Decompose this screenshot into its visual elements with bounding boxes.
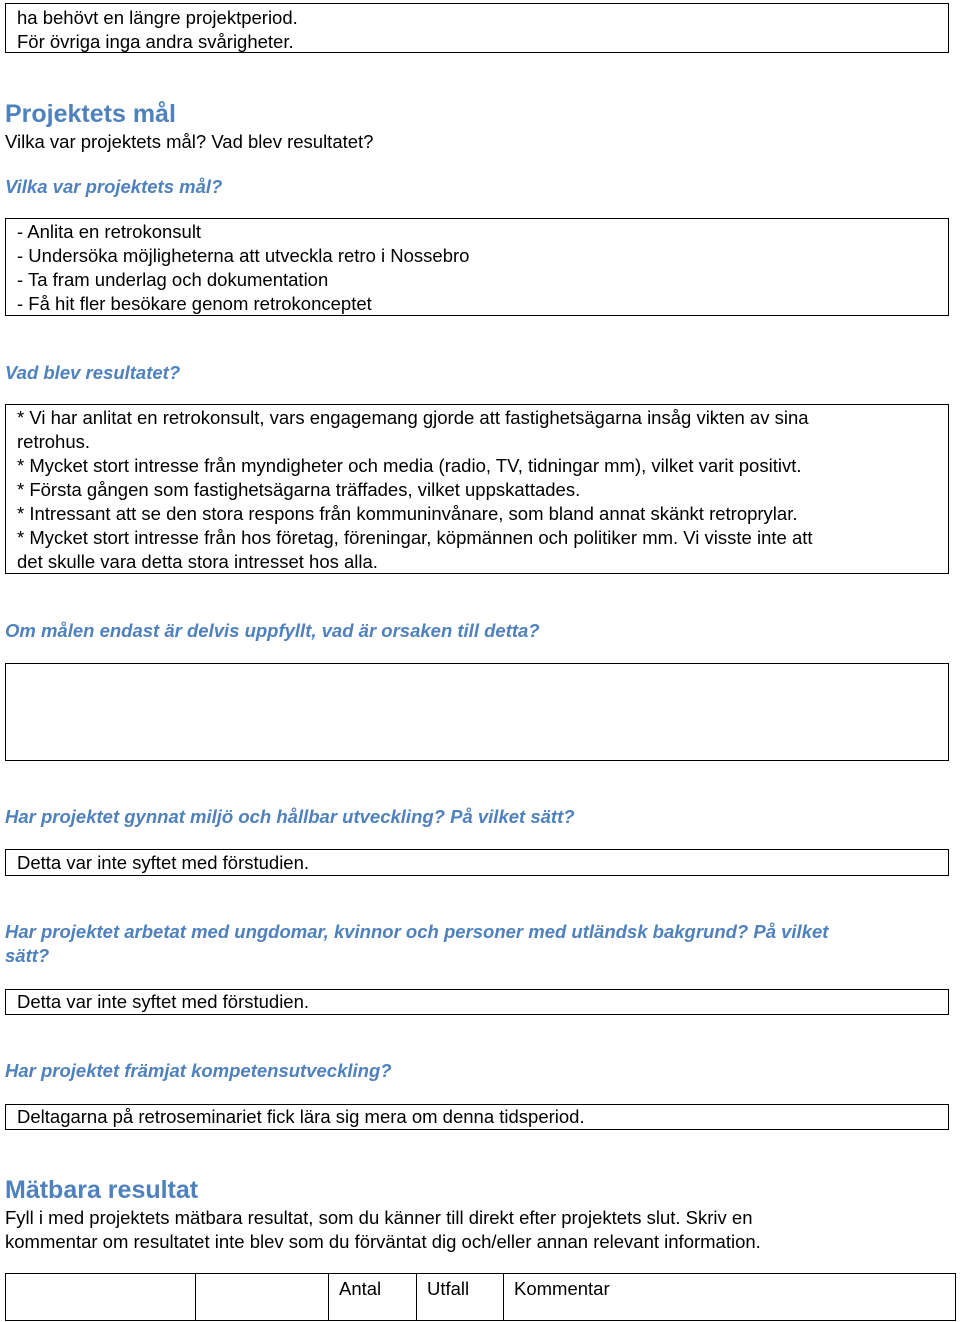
result-line: * Mycket stort intresse från hos företag, föreningar, köpmännen och politiker mm. Vi visste inte att (17, 527, 813, 548)
previous-answer-line: ha behövt en längre projektperiod. (17, 7, 298, 28)
competence-answer-box (5, 1104, 949, 1130)
table-column-divider (416, 1274, 417, 1320)
goal-item: - Ta fram underlag och dokumentation (17, 269, 329, 290)
environment-answer-box (5, 849, 949, 876)
partial-goals-answer-box[interactable] (5, 663, 949, 761)
environment-question: Har projektet gynnat miljö och hållbar utveckling? På vilket sätt? (5, 806, 575, 827)
previous-answer-text (17, 6, 298, 54)
table-header-utfall: Utfall (427, 1278, 470, 1299)
diversity-question-line: Har projektet arbetat med ungdomar, kvinnor och personer med utländsk bakgrund? På vilket (5, 921, 829, 942)
result-line: * Mycket stort intresse från myndigheter och media (radio, TV, tidningar mm), vilket varit positivt. (17, 455, 802, 476)
diversity-answer-box (5, 989, 949, 1015)
table-header-kommentar: Kommentar (514, 1278, 610, 1299)
measurable-results-intro-line: Fyll i med projektets mätbara resultat, som du känner till direkt efter projektets slut. Skriv en (5, 1207, 753, 1228)
diversity-question-line: sätt? (5, 945, 50, 966)
table-column-divider (503, 1274, 504, 1320)
result-line: retrohus. (17, 431, 91, 452)
measurable-results-intro-line: kommentar om resultatet inte blev som du förväntat dig och/eller annan relevant information. (5, 1231, 761, 1252)
goal-item: - Få hit fler besökare genom retrokonceptet (17, 293, 372, 314)
table-column-divider (328, 1274, 329, 1320)
competence-answer: Deltagarna på retroseminariet fick lära sig mera om denna tidsperiod. (17, 1106, 585, 1127)
result-answer-box (5, 404, 949, 574)
goals-list (17, 220, 469, 316)
goals-answer-box (5, 218, 949, 316)
result-line: * Första gången som fastighetsägarna träffades, vilket uppskattades. (17, 479, 581, 500)
environment-answer: Detta var inte syftet med förstudien. (17, 852, 310, 873)
partial-goals-question: Om målen endast är delvis uppfyllt, vad är orsaken till detta? (5, 620, 540, 641)
competence-question: Har projektet främjat kompetensutveckling? (5, 1060, 392, 1081)
result-line: * Vi har anlitat en retrokonsult, vars engagemang gjorde att fastighetsägarna insåg vikten av sina (17, 407, 809, 428)
result-question: Vad blev resultatet? (5, 362, 181, 383)
result-line: det skulle vara detta stora intresset hos alla. (17, 551, 378, 572)
measurable-results-table (5, 1273, 956, 1321)
goals-heading: Projektets mål (5, 100, 176, 128)
goal-item: - Undersöka möjligheterna att utveckla retro i Nossebro (17, 245, 470, 266)
result-line: * Intressant att se den stora respons från kommuninvånare, som bland annat skänkt retroprylar. (17, 503, 798, 524)
previous-answer-box (5, 3, 949, 53)
goals-question: Vilka var projektets mål? (5, 176, 223, 197)
goal-item: - Anlita en retrokonsult (17, 221, 202, 242)
diversity-answer: Detta var inte syftet med förstudien. (17, 991, 310, 1012)
previous-answer-line: För övriga inga andra svårigheter. (17, 31, 294, 52)
table-column-divider (195, 1274, 196, 1320)
measurable-results-heading: Mätbara resultat (5, 1176, 199, 1204)
table-header-antal: Antal (339, 1278, 382, 1299)
result-list (17, 406, 813, 574)
goals-intro: Vilka var projektets mål? Vad blev resultatet? (5, 131, 374, 152)
